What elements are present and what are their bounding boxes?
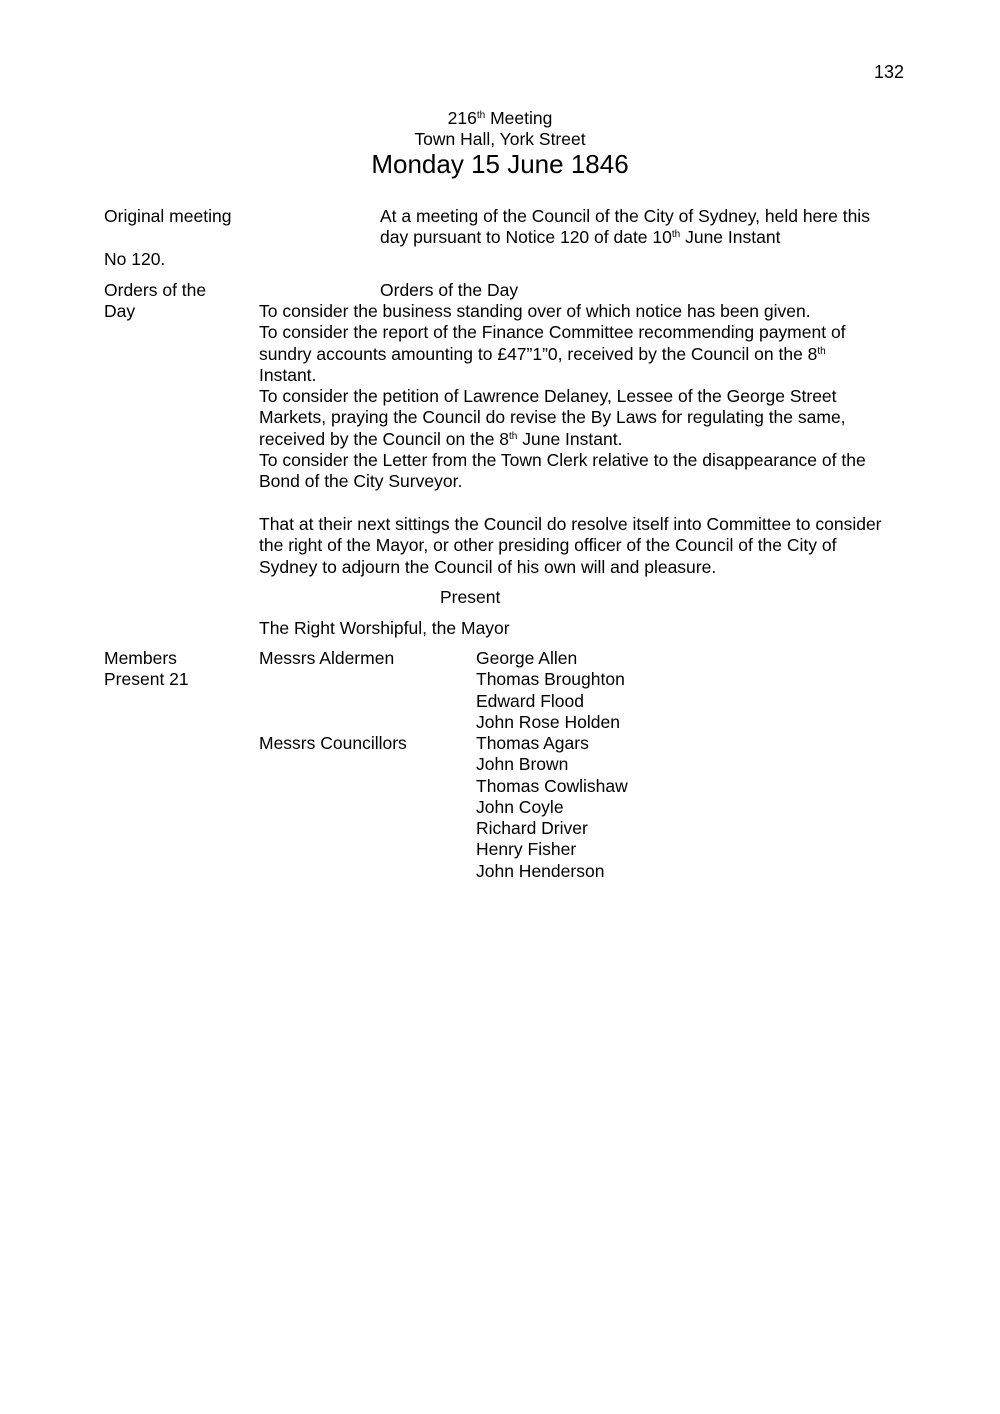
councillor-name: Henry Fisher <box>476 839 577 860</box>
meeting-date: Monday 15 June 1846 <box>371 149 629 179</box>
present-heading: Present <box>440 587 501 607</box>
aldermen-label: Messrs Aldermen <box>259 648 395 668</box>
order-line: To consider the report of the Finance Committee recommending payment of <box>259 322 846 343</box>
alderman-name: George Allen <box>476 648 578 668</box>
original-meeting-line-1: At a meeting of the Council of the City of Sydney, held here this <box>380 206 870 226</box>
chair-line: The Right Worshipful, the Mayor <box>259 618 510 638</box>
original-meeting-line-2a: day pursuant to Notice 120 of date 10 <box>380 227 672 248</box>
alderman-name: John Rose Holden <box>476 711 620 732</box>
resolution-line: Sydney to adjourn the Council of his own will and pleasure. <box>259 556 717 577</box>
members-label-line-2: Present 21 <box>104 669 189 690</box>
orders-label-line-2: Day <box>104 301 136 322</box>
order-line-text: sundry accounts amounting to £47”1”0, received by the Council on the 8 <box>259 343 818 364</box>
meeting-word: Meeting <box>485 108 553 128</box>
members-label-line-1: Members <box>104 648 177 668</box>
orders-body <box>259 301 866 492</box>
meeting-number-value: 216 <box>447 108 477 128</box>
order-line: To consider the Letter from the Town Clerk relative to the disappearance of the <box>259 449 866 470</box>
resolution-line: That at their next sittings the Council do resolve itself into Committee to consider <box>259 514 882 534</box>
order-line <box>259 429 866 450</box>
meeting-number <box>0 108 1000 129</box>
councillor-name: Thomas Agars <box>476 733 589 753</box>
alderman-name: Thomas Broughton <box>476 669 625 690</box>
councillors-label: Messrs Councillors <box>259 733 407 753</box>
orders-label-line-1: Orders of the <box>104 280 207 300</box>
meeting-number-suffix: th <box>476 110 486 121</box>
notice-number: No 120. <box>104 249 166 269</box>
order-line: To consider the business standing over of which notice has been given. <box>259 301 811 321</box>
councillor-name: Richard Driver <box>476 818 588 838</box>
councillor-name: Thomas Cowlishaw <box>476 775 628 796</box>
order-line-sup: th <box>509 430 518 442</box>
members-list <box>476 648 628 882</box>
original-meeting-line-2-sup: th <box>671 229 681 241</box>
order-line: Markets, praying the Council do revise the By Laws for regulating the same, <box>259 407 846 428</box>
order-line: To consider the petition of Lawrence Delaney, Lessee of the George Street <box>259 386 837 406</box>
orders-label <box>104 280 206 323</box>
original-meeting-line-2b: June Instant <box>680 227 781 248</box>
order-line-text: received by the Council on the 8 <box>259 428 510 449</box>
original-meeting-text <box>380 206 870 249</box>
councillor-name: John Brown <box>476 754 569 775</box>
members-label <box>104 648 189 691</box>
councillor-name: John Coyle <box>476 796 564 817</box>
order-line: Bond of the City Surveyor. <box>259 471 463 491</box>
original-meeting-label: Original meeting <box>104 206 232 226</box>
order-line-sup: th <box>817 345 826 357</box>
order-line <box>259 344 866 365</box>
original-meeting-line-2 <box>380 227 870 248</box>
order-line-text: June Instant. <box>517 428 623 449</box>
councillor-name: John Henderson <box>476 860 605 881</box>
order-line: Instant. <box>259 364 317 385</box>
page-number: 132 <box>873 62 904 82</box>
resolution-line: the right of the Mayor, or other presiding officer of the Council of the City of <box>259 535 837 556</box>
orders-heading: Orders of the Day <box>380 280 519 300</box>
meeting-venue: Town Hall, York Street <box>414 129 586 149</box>
resolution-paragraph <box>259 514 882 578</box>
alderman-name: Edward Flood <box>476 690 584 711</box>
